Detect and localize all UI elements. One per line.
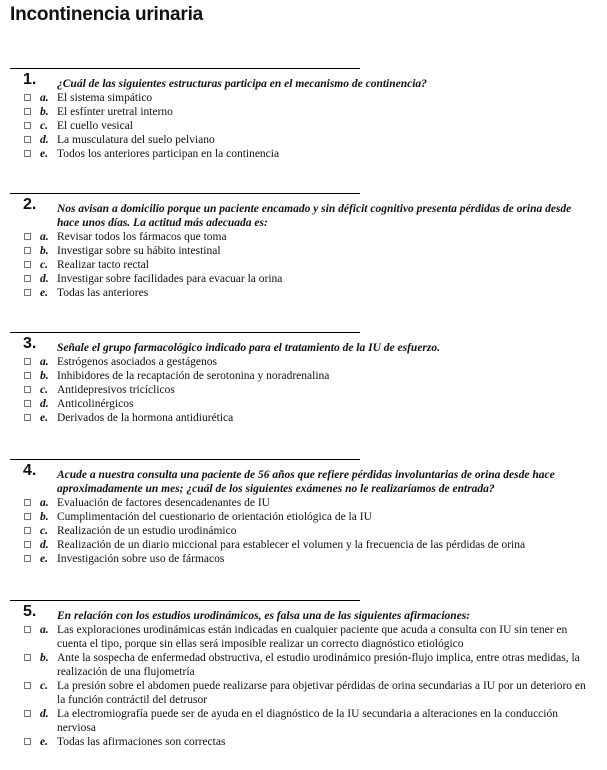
question-number: 1. <box>23 71 37 88</box>
question-text: En relación con los estudios urodinámicos, es falsa una de las siguientes afirmaciones: <box>57 610 471 622</box>
answer-option[interactable] <box>0 272 595 286</box>
option-text: Derivados de la hormona antidiurética <box>57 412 234 424</box>
answer-option[interactable] <box>0 147 595 161</box>
option-text: Las exploraciones urodinámicas están indicadas en cualquier paciente que acuda a consulta con IU sin tener en cuenta el tipo, porque sin ellas será imposible realizar un correcto diagnóstico etiológico <box>57 624 568 650</box>
answer-option[interactable] <box>0 355 595 369</box>
option-text: Estrógenos asociados a gestágenos <box>57 356 218 368</box>
answer-option[interactable] <box>0 230 595 244</box>
checkbox[interactable] <box>24 122 31 129</box>
checkbox[interactable] <box>24 386 31 393</box>
option-letter: a. <box>40 497 49 509</box>
checkbox[interactable] <box>24 654 31 661</box>
answer-option[interactable] <box>0 679 595 707</box>
option-text: La musculatura del suelo pelviano <box>57 134 215 146</box>
option-text: Revisar todos los fármacos que toma <box>57 231 227 243</box>
question-number: 3. <box>23 335 37 352</box>
option-letter: c. <box>40 384 48 396</box>
answer-option[interactable] <box>0 369 595 383</box>
option-letter: c. <box>40 680 48 692</box>
option-text: Evaluación de factores desencadenantes de IU <box>57 497 270 509</box>
question-divider <box>10 459 360 460</box>
option-letter: b. <box>40 370 49 382</box>
question-divider <box>10 600 360 601</box>
question-divider <box>10 68 360 69</box>
option-letter: e. <box>40 148 48 160</box>
checkbox[interactable] <box>24 710 31 717</box>
question-divider <box>10 332 360 333</box>
answer-options <box>0 355 607 425</box>
option-text: Inhibidores de la recaptación de serotonina y noradrenalina <box>57 370 330 382</box>
answer-option[interactable] <box>0 735 595 749</box>
checkbox[interactable] <box>24 247 31 254</box>
option-text: El cuello vesical <box>57 120 133 132</box>
checkbox[interactable] <box>24 150 31 157</box>
checkbox[interactable] <box>24 738 31 745</box>
checkbox[interactable] <box>24 527 31 534</box>
answer-options <box>0 91 607 161</box>
question-text: Señale el grupo farmacológico indicado para el tratamiento de la IU de esfuerzo. <box>57 342 440 354</box>
checkbox[interactable] <box>24 372 31 379</box>
answer-option[interactable] <box>0 383 595 397</box>
question-text: ¿Cuál de las siguientes estructuras participa en el mecanismo de continencia? <box>57 78 427 90</box>
option-text: La presión sobre el abdomen puede realizarse para objetivar pérdidas de orina secundarias a IU por un deterioro en la función contráctil del detrusor <box>57 680 586 706</box>
answer-option[interactable] <box>0 244 595 258</box>
checkbox[interactable] <box>24 555 31 562</box>
answer-options <box>0 230 607 300</box>
option-letter: b. <box>40 511 49 523</box>
option-letter: b. <box>40 106 49 118</box>
option-text: Realización de un diario miccional para establecer el volumen y la frecuencia de las pérdidas de orina <box>57 539 526 551</box>
checkbox[interactable] <box>24 261 31 268</box>
option-letter: d. <box>40 273 49 285</box>
option-letter: d. <box>40 539 49 551</box>
answer-option[interactable] <box>0 133 595 147</box>
question-number: 2. <box>23 196 37 213</box>
option-letter: e. <box>40 287 48 299</box>
option-letter: b. <box>40 652 49 664</box>
checkbox[interactable] <box>24 94 31 101</box>
option-letter: a. <box>40 231 49 243</box>
page-title: Incontinencia urinaria <box>10 4 204 25</box>
option-letter: b. <box>40 245 49 257</box>
option-text: Ante la sospecha de enfermedad obstructiva, el estudio urodinámico presión-flujo implica, entre otras medidas, la realización de una flujometría <box>57 652 580 678</box>
answer-options <box>0 496 607 566</box>
answer-option[interactable] <box>0 552 595 566</box>
answer-option[interactable] <box>0 510 595 524</box>
question-text: Acude a nuestra consulta una paciente de 56 años que refiere pérdidas involuntarias de orina desde hace aproximadamente un mes; ¿cuál de los siguientes exámenes no le realizaríamos de entrada? <box>57 469 555 495</box>
answer-option[interactable] <box>0 651 595 679</box>
option-text: Todas las afirmaciones son correctas <box>57 736 226 748</box>
checkbox[interactable] <box>24 626 31 633</box>
option-text: Investigar sobre su hábito intestinal <box>57 245 221 257</box>
option-text: Realizar tacto rectal <box>57 259 149 271</box>
option-letter: e. <box>40 553 48 565</box>
checkbox[interactable] <box>24 499 31 506</box>
option-text: Antidepresivos tricíclicos <box>57 384 175 396</box>
checkbox[interactable] <box>24 275 31 282</box>
answer-options <box>0 623 607 749</box>
answer-option[interactable] <box>0 496 595 510</box>
answer-option[interactable] <box>0 623 595 651</box>
option-letter: a. <box>40 356 49 368</box>
checkbox[interactable] <box>24 108 31 115</box>
answer-option[interactable] <box>0 105 595 119</box>
option-text: Todas las anteriores <box>57 287 149 299</box>
option-text: El esfínter uretral interno <box>57 106 173 118</box>
answer-option[interactable] <box>0 397 595 411</box>
checkbox[interactable] <box>24 682 31 689</box>
option-text: Investigación sobre uso de fármacos <box>57 553 225 565</box>
answer-option[interactable] <box>0 524 595 538</box>
option-letter: a. <box>40 624 49 636</box>
option-letter: c. <box>40 259 48 271</box>
option-text: Investigar sobre facilidades para evacuar la orina <box>57 273 283 285</box>
option-letter: c. <box>40 525 48 537</box>
answer-option[interactable] <box>0 258 595 272</box>
question-divider <box>10 193 360 194</box>
question-number: 5. <box>23 603 37 620</box>
question-text: Nos avisan a domicilio porque un paciente encamado y sin déficit cognitivo presenta pérdidas de orina desde hace unos días. La actitud más adecuada es: <box>57 203 572 229</box>
option-letter: e. <box>40 736 48 748</box>
checkbox[interactable] <box>24 541 31 548</box>
checkbox[interactable] <box>24 414 31 421</box>
checkbox[interactable] <box>24 289 31 296</box>
answer-option[interactable] <box>0 707 595 735</box>
checkbox[interactable] <box>24 358 31 365</box>
question-number: 4. <box>23 462 37 479</box>
answer-option[interactable] <box>0 286 595 300</box>
answer-option[interactable] <box>0 91 595 105</box>
option-letter: d. <box>40 398 49 410</box>
checkbox[interactable] <box>24 400 31 407</box>
option-letter: c. <box>40 120 48 132</box>
option-text: El sistema simpático <box>57 92 153 104</box>
answer-option[interactable] <box>0 538 595 552</box>
option-text: Anticolinérgicos <box>57 398 134 410</box>
option-text: Todos los anteriores participan en la continencia <box>57 148 280 160</box>
option-letter: e. <box>40 412 48 424</box>
option-text: La electromiografía puede ser de ayuda en el diagnóstico de la IU secundaria a alteraciones en la conducción nerviosa <box>57 708 558 734</box>
option-letter: a. <box>40 92 49 104</box>
answer-option[interactable] <box>0 411 595 425</box>
checkbox[interactable] <box>24 513 31 520</box>
option-letter: d. <box>40 708 49 720</box>
answer-option[interactable] <box>0 119 595 133</box>
checkbox[interactable] <box>24 136 31 143</box>
checkbox[interactable] <box>24 233 31 240</box>
option-letter: d. <box>40 134 49 146</box>
option-text: Cumplimentación del cuestionario de orientación etiológica de la IU <box>57 511 372 523</box>
option-text: Realización de un estudio urodinámico <box>57 525 237 537</box>
